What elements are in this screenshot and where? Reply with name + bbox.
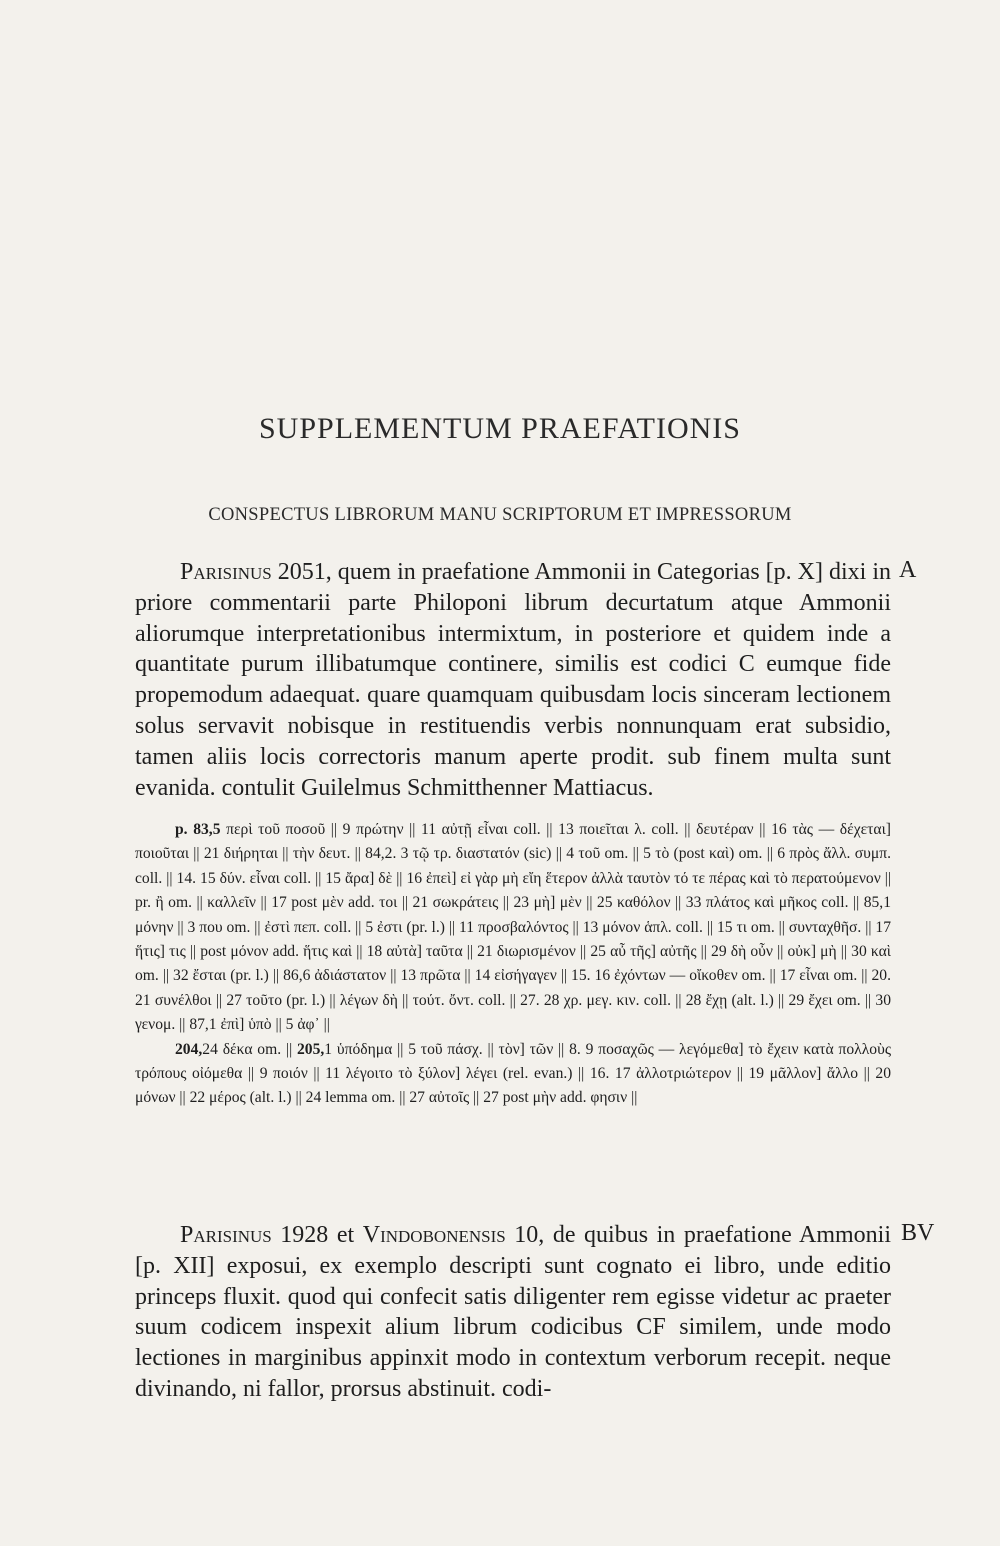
section-parisinus-2051 xyxy=(135,557,891,803)
manuscript-name-2: Vindobonensis xyxy=(362,1222,506,1248)
collation-text xyxy=(135,818,891,1038)
page-title: SUPPLEMENTUM PRAEFATIONIS xyxy=(258,412,741,445)
page-reference-205: 205, xyxy=(297,1040,325,1058)
paragraph-parisinus-1928 xyxy=(135,1220,891,1405)
section-parisinus-1928 xyxy=(135,1220,891,1405)
page-reference: p. 83,5 xyxy=(175,821,221,838)
page-reference-204: 204, xyxy=(175,1040,203,1058)
collation-readings: περὶ τοῦ ποσοῦ || 9 πρώτην || 11 αὐτῇ εἶναι coll. || 13 ποιεῖται λ. coll. || δευτέραν || 16 τὰς — δέχεται] ποιοῦται || 21 διήρηται || τὴν δευτ. || 84,2. 3 τῷ τρ. διαστατόν (sic) || 4 τοῦ om. || 5 τὸ (post καὶ) om. || 6 πρὸς ἄλλ. συμπ. coll. || 14. 15 δύν. εἶναι coll. || 15 ἄρα] δὲ || 16 ἐπεὶ] εἰ γὰρ μὴ εἴη ἕτερον ἀλλὰ ταυτὸν τό τε πέρας καὶ τὸ περατούμενον || pr. ἢ om. || καλλεῖν || 17 post μὲν add. τοι || 21 σωκράτεις || 23 μὴ] μὲν || 25 καθόλον || 33 πλάτος καὶ μῆκος coll. || 85,1 μόνην || 3 που om. || ἐστὶ πεπ. coll. || 5 ἐστι (pr. l.) || 11 προσβαλόντος || 13 μόνον ἁπλ. coll. || 15 τι om. || συνταχθῆσ. || 17 ἥτις] τις || post μόνον add. ἥτις καὶ || 18 αὐτὰ] ταῦτα || 21 διωρισμένον || 25 αὖ τῆς] αὐτῆς || 29 δὴ οὖν || οὐκ] μὴ || 30 καὶ om. || 32 ἔσται (pr. l.) || 86,6 ἀδιάστατον || 13 πρῶτα || 14 εἰσήγαγεν || 15. 16 ἐχόντων — οἴκοθεν om. || 17 εἶναι om. || 20. 21 συνέλθοι || 27 τοῦτο (pr. l.) || λέγων δὴ || τούτ. ὄντ. coll. || 27. 28 χρ. μεγ. κιν. coll. || 28 ἔχῃ (alt. l.) || 29 ἔχει om. || 30 γενομ. || 87,1 ἐπὶ] ὑπὸ || 5 ἀφ᾽ || xyxy=(135,821,891,1034)
paragraph-parisinus-2051 xyxy=(135,557,891,803)
page-subtitle: CONSPECTUS LIBRORUM MANU SCRIPTORUM ET IMPRESSORUM xyxy=(208,505,792,525)
paragraph-text-mid: 1928 et xyxy=(271,1222,363,1248)
collation-text-2 xyxy=(135,1038,891,1111)
collation-notes-1 xyxy=(135,818,891,1111)
manuscript-name-1: Parisinus xyxy=(180,1222,272,1248)
paragraph-text-2: 10, de quibus in praefatione Ammonii [p. XII] exposui, ex exemplo descripti sunt cognato ei libro, unde editio princeps fluxit. quod qui confecit satis diligenter rem egisse videtur ac praeter suum codicem inspexit alium librum codicibus CF similem, unde modo lectiones in marginibus appinxit modo in contextum verborum recepit. neque divinando, ni fallor, prorsus abstinuit. codi- xyxy=(135,1222,891,1402)
paragraph-text: 2051, quem in praefatione Ammonii in Categorias [p. X] dixi in priore commentarii parte Philoponi librum decurtatum atque Ammonii aliorumque interpretationibus intermixtum, in posteriore et quidem inde a quantitate purum illibatumque continere, similis est codici C eumque fide propemodum adaequat. quare quamquam quibusdam locis sinceram lectionem solus servavit nobisque in restituendis verbis nonnunquam erat subsidio, tamen aliis locis correctoris manum aperte prodit. sub finem multa sunt evanida. contulit Guilelmus Schmitthenner Mattiacus. xyxy=(135,559,891,801)
margin-sigil-a: A xyxy=(899,557,917,583)
margin-sigil-bv: BV xyxy=(901,1220,935,1246)
collation-readings-204: 24 δέκα om. || xyxy=(202,1040,297,1058)
manuscript-name: Parisinus xyxy=(180,559,272,585)
collation-readings-205: 1 ὑπόδημα || 5 τοῦ πάσχ. || τὸν] τῶν || 8. 9 ποσαχῶς — λεγόμεθα] τὸ ἔχειν κατὰ πολλοὺς τρόπους οἰόμεθα || 9 ποιόν || 11 λέγοιτο τὸ ξύλον] λέγει (rel. evan.) || 16. 17 ἀλλοτριώτερον || 19 μᾶλλον] ἄλλο || 20 μόνων || 22 μέρος (alt. l.) || 24 lemma om. || 27 αὐτοῖς || 27 post μὴν add. φησιν || xyxy=(135,1040,891,1107)
